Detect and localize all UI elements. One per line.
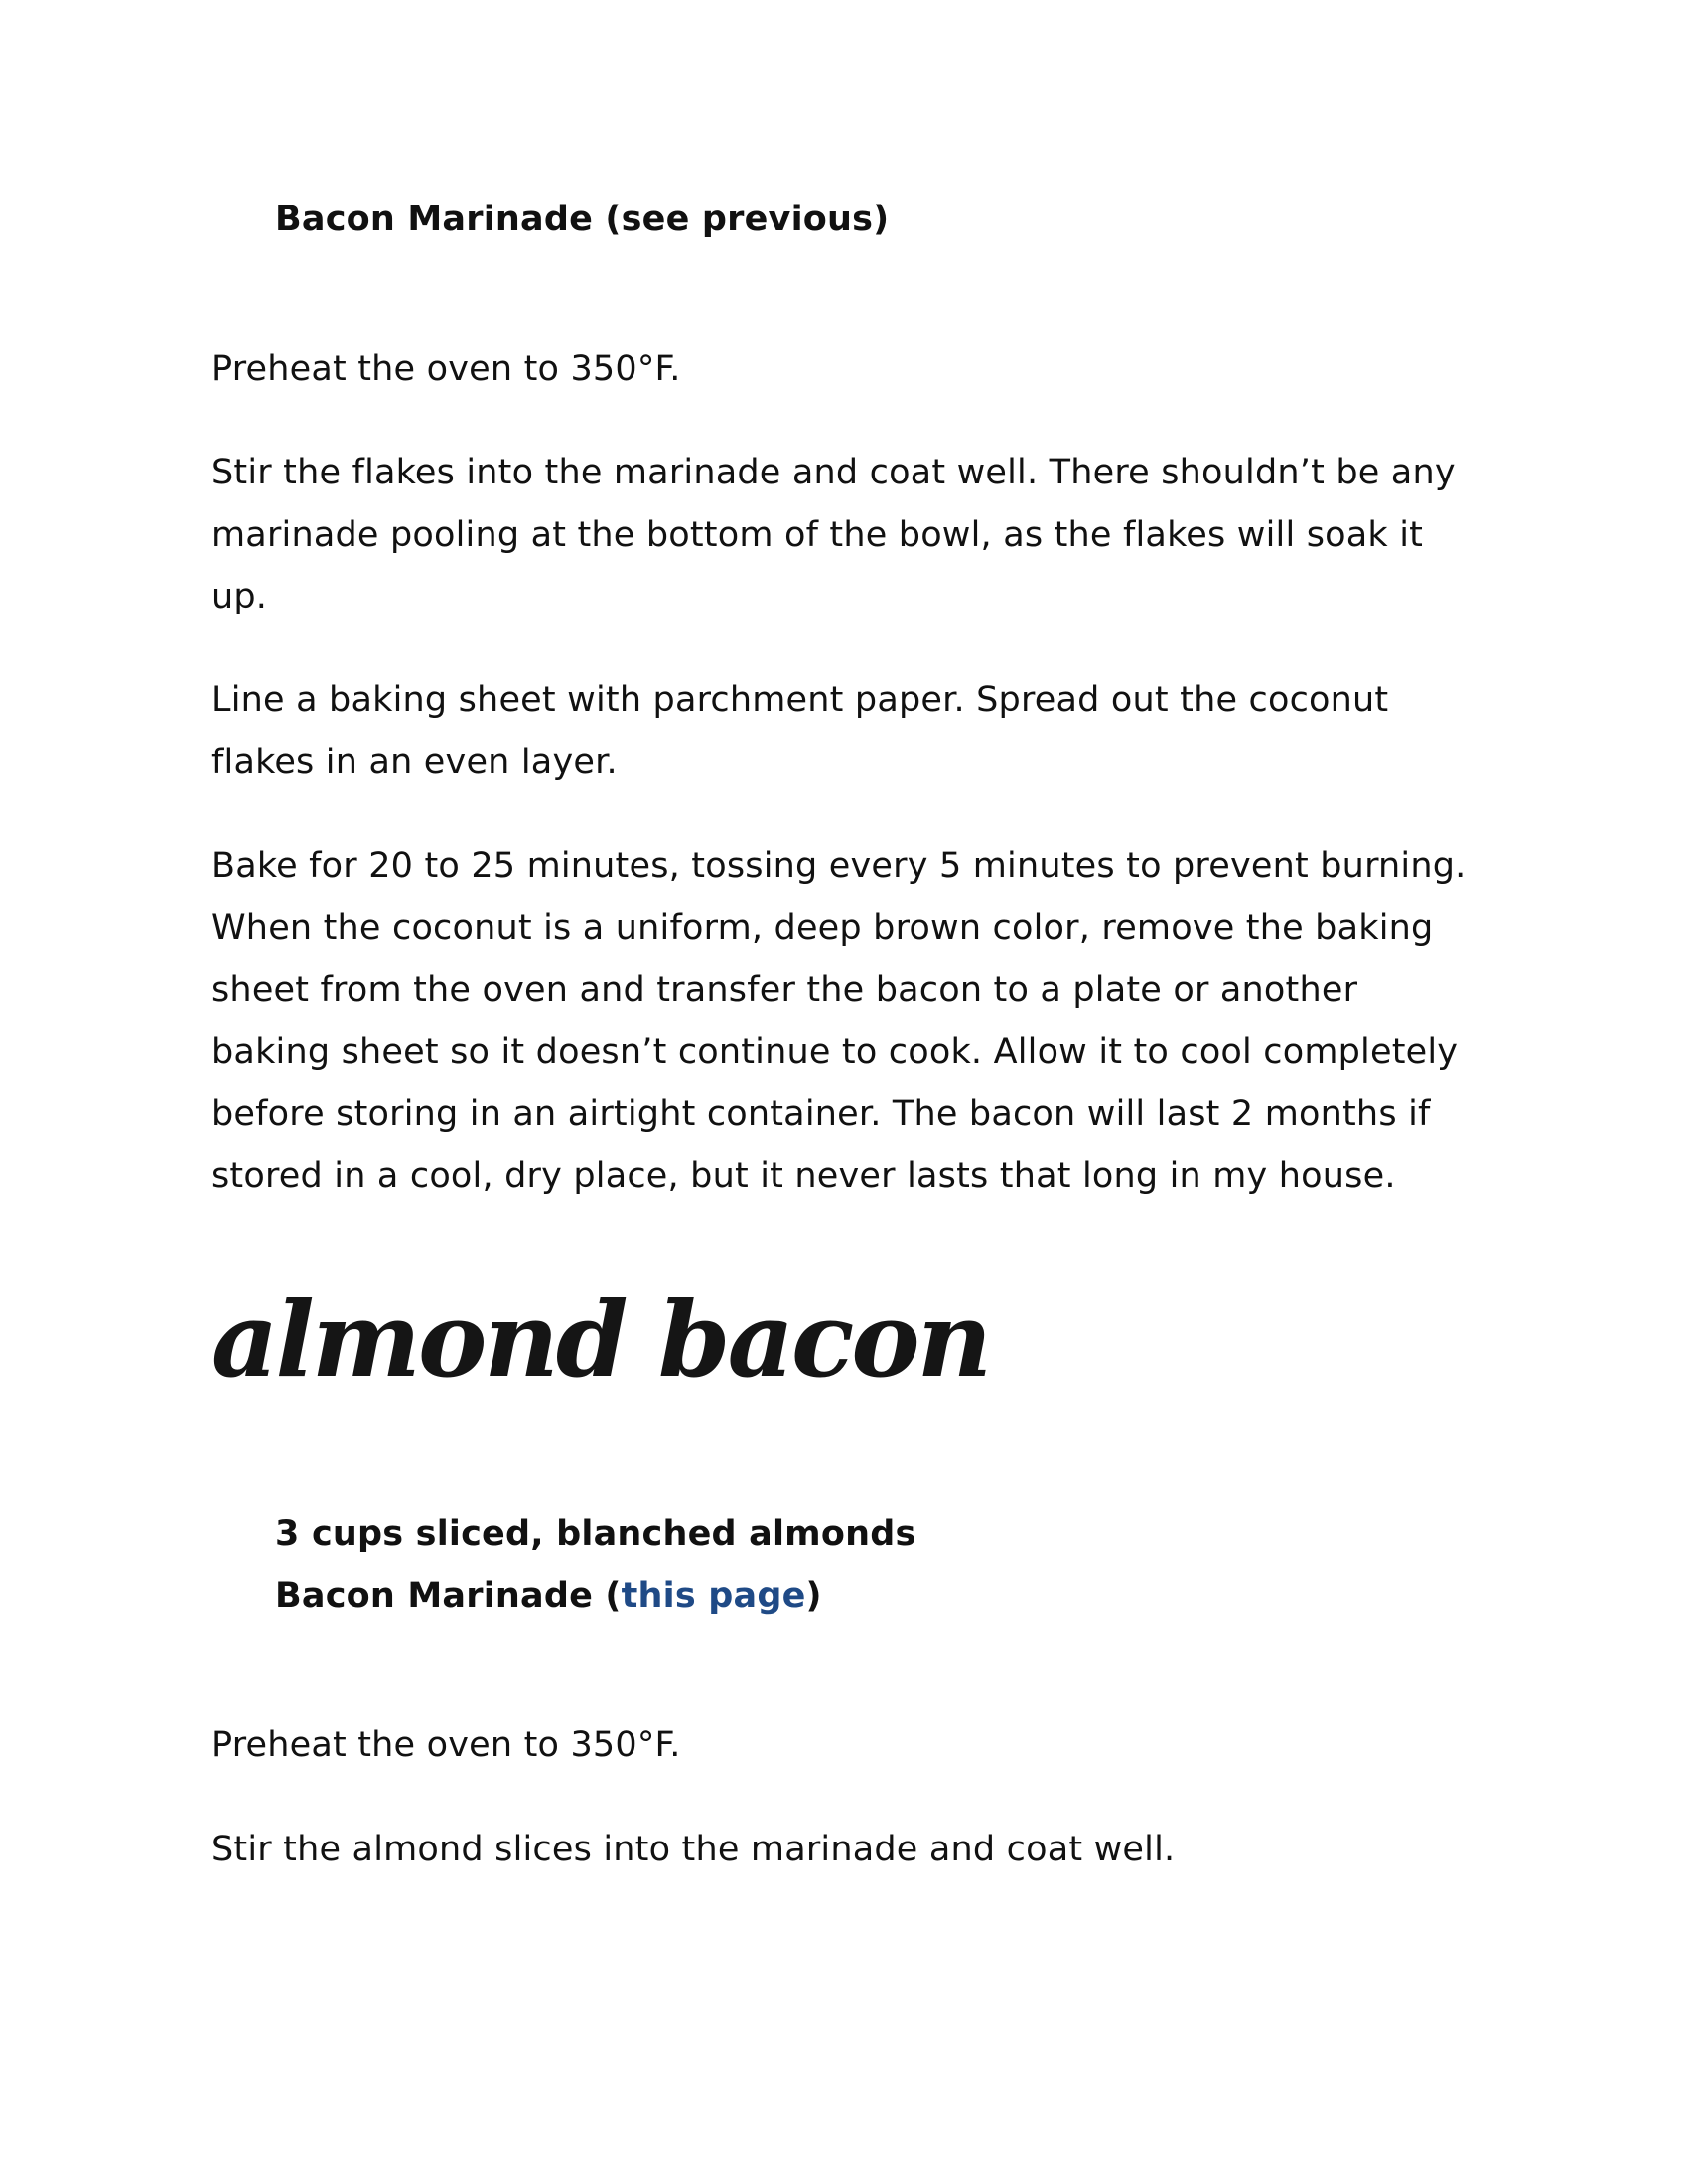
step-preheat-almond: Preheat the oven to 350°F.	[211, 1725, 681, 1765]
this-page-link[interactable]: this page	[621, 1576, 806, 1616]
ingredient-almonds: 3 cups sliced, blanched almonds	[275, 1514, 916, 1554]
step-line-sheet: Line a baking sheet with parchment paper. Spread out the coconut flakes in an even layer.	[211, 680, 1389, 782]
step-bake: Bake for 20 to 25 minutes, tossing every 5 minutes to prevent burning. When the coconut is a uniform, deep brown color, remove the baking sheet from the oven and transfer the bacon to a plate or another baking sheet so it doesn’t continue to cook. Allow it to cool completely before storing in an airtight container. The bacon will last 2 months if stored in a cool, dry place, but it never lasts that long in my house.	[211, 846, 1467, 1196]
ingredient-suffix: )	[805, 1576, 822, 1616]
ingredient-bacon-marinade: Bacon Marinade (see previous)	[275, 200, 890, 239]
step-stir-almonds: Stir the almond slices into the marinade and coat well.	[211, 1830, 1176, 1869]
ingredient-bacon-marinade-ref	[275, 1566, 822, 1628]
ingredient-prefix: Bacon Marinade (	[275, 1576, 622, 1616]
step-stir-flakes: Stir the flakes into the marinade and coat well. There shouldn’t be any marinade pooling at the bottom of the bowl, as the flakes will soak it up.	[211, 453, 1456, 616]
recipe-title-almond-bacon: almond bacon	[211, 1279, 990, 1401]
step-preheat: Preheat the oven to 350°F.	[211, 349, 681, 389]
